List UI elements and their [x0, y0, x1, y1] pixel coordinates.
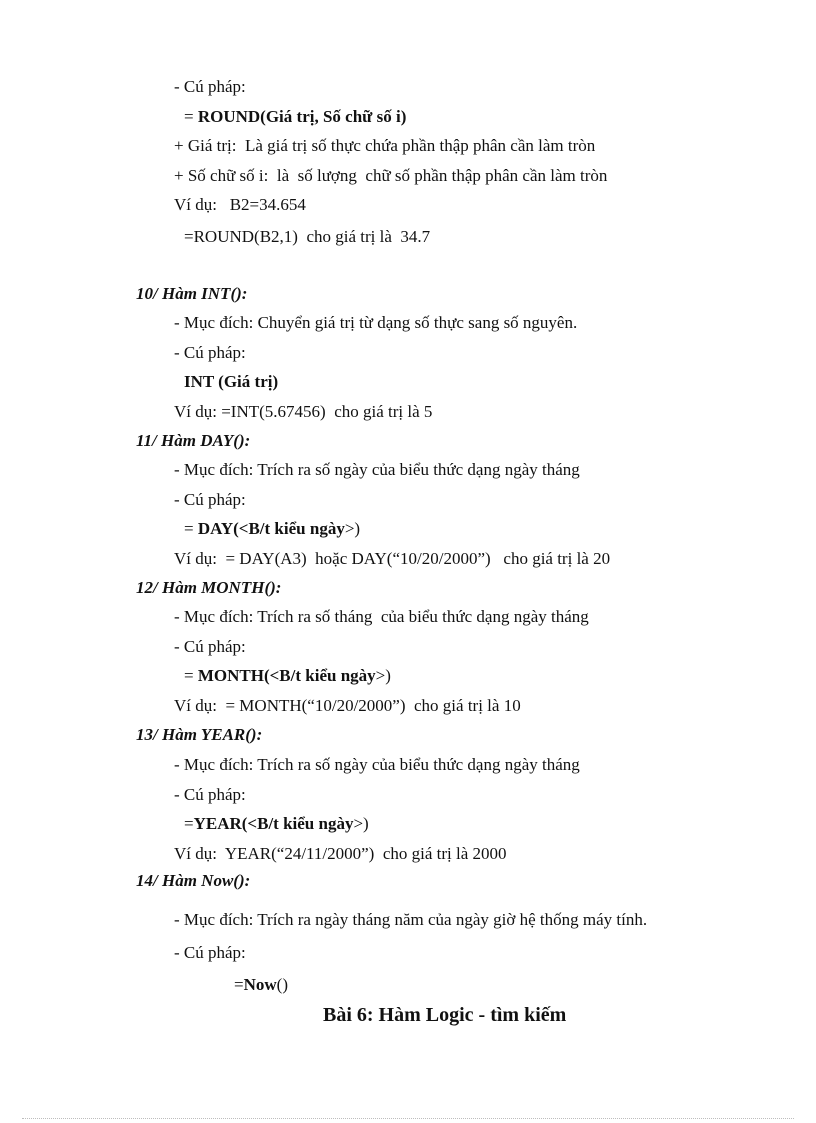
- year-heading: 13/ Hàm YEAR():: [136, 725, 263, 744]
- day-syntax-label: - Cú pháp:: [174, 490, 246, 509]
- now-heading: 14/ Hàm Now():: [136, 871, 251, 890]
- day-syntax-formula: DAY(<B/t kiểu ngày: [197, 519, 345, 538]
- round-syntax-prefix: =: [184, 107, 198, 126]
- now-syntax-suffix: (): [276, 975, 288, 994]
- day-example: Ví dụ: = DAY(A3) hoặc DAY(“10/20/2000”) cho giá trị là 20: [174, 549, 611, 568]
- round-syntax-label: - Cú pháp:: [174, 77, 246, 96]
- year-purpose: - Mục đích: Trích ra số ngày của biểu thức dạng ngày tháng: [174, 755, 580, 774]
- year-syntax-prefix: =: [184, 814, 194, 833]
- int-syntax-label: - Cú pháp:: [174, 343, 246, 362]
- year-syntax-formula: YEAR(<B/t kiểu ngày: [193, 814, 354, 833]
- year-example: Ví dụ: YEAR(“24/11/2000”) cho giá trị là 2000: [174, 844, 507, 863]
- month-heading: 12/ Hàm MONTH():: [136, 578, 282, 597]
- chapter-title: Bài 6: Hàm Logic - tìm kiếm: [323, 1004, 567, 1026]
- month-syntax-label: - Cú pháp:: [174, 637, 246, 656]
- year-syntax-label: - Cú pháp:: [174, 785, 246, 804]
- int-syntax-formula: INT (Giá trị): [184, 372, 279, 391]
- round-syntax: [184, 106, 406, 128]
- month-purpose: - Mục đích: Trích ra số tháng của biểu thức dạng ngày tháng: [174, 607, 589, 626]
- int-heading: 10/ Hàm INT():: [136, 284, 248, 303]
- int-example: Ví dụ: =INT(5.67456) cho giá trị là 5: [174, 402, 433, 421]
- page-bottom-rule: [22, 1118, 794, 1119]
- now-syntax-label: - Cú pháp:: [174, 943, 246, 962]
- day-syntax-prefix: =: [184, 519, 198, 538]
- day-syntax: [184, 518, 360, 540]
- day-purpose: - Mục đích: Trích ra số ngày của biểu thức dạng ngày tháng: [174, 460, 580, 479]
- month-syntax-prefix: =: [184, 666, 198, 685]
- round-example-result: =ROUND(B2,1) cho giá trị là 34.7: [184, 227, 431, 246]
- round-arg-value: + Giá trị: Là giá trị số thực chứa phần thập phân cần làm tròn: [174, 136, 596, 155]
- round-example-label: Ví dụ: B2=34.654: [174, 195, 306, 214]
- round-syntax-formula: ROUND(Giá trị, Số chữ số i): [197, 107, 407, 126]
- day-heading: 11/ Hàm DAY():: [136, 431, 251, 450]
- int-purpose: - Mục đích: Chuyển giá trị từ dạng số thực sang số nguyên.: [174, 313, 578, 332]
- month-syntax: [184, 665, 391, 687]
- month-syntax-suffix: >): [375, 666, 391, 685]
- now-syntax-prefix: =: [234, 975, 244, 994]
- now-purpose: - Mục đích: Trích ra ngày tháng năm của ngày giờ hệ thống máy tính.: [174, 910, 648, 929]
- year-syntax-suffix: >): [353, 814, 369, 833]
- month-syntax-formula: MONTH(<B/t kiểu ngày: [197, 666, 376, 685]
- now-syntax: [234, 974, 288, 996]
- day-syntax-suffix: >): [344, 519, 361, 538]
- now-syntax-formula: Now: [243, 975, 277, 994]
- year-syntax: [184, 813, 369, 835]
- round-arg-digits: + Số chữ số i: là số lượng chữ số phần thập phân cần làm tròn: [174, 166, 608, 185]
- month-example: Ví dụ: = MONTH(“10/20/2000”) cho giá trị là 10: [174, 696, 521, 715]
